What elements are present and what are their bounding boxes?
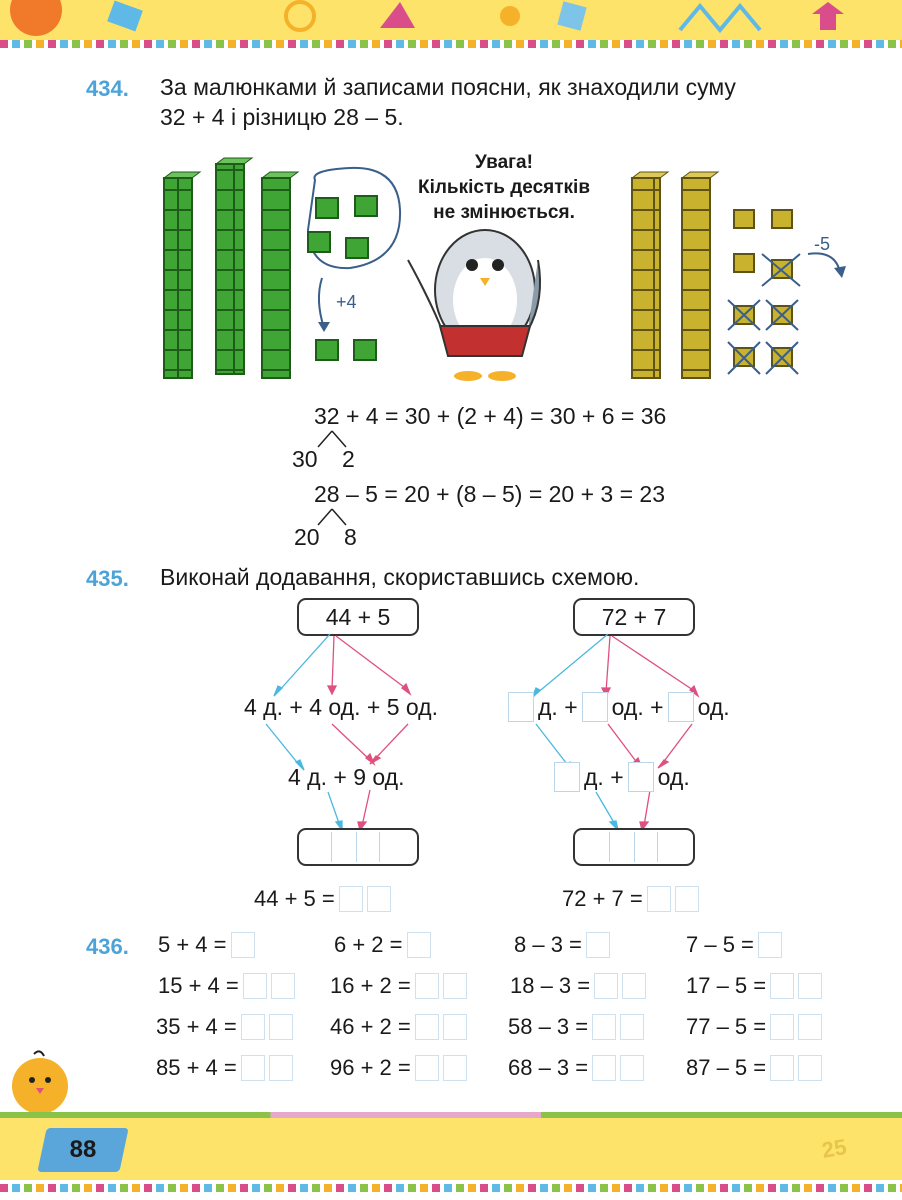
tens-input-box[interactable] <box>508 692 534 722</box>
ex436-expression: 6 + 2 = <box>334 932 403 957</box>
ex436-expression: 68 – 3 = <box>508 1055 589 1080</box>
answer-cell[interactable] <box>647 886 671 912</box>
tens-input-box-lower[interactable] <box>554 762 580 792</box>
ex436-expression: 15 + 4 = <box>158 973 239 998</box>
ex436-item <box>330 1014 467 1040</box>
right-final-equation <box>562 886 699 912</box>
answer-cell[interactable] <box>443 1055 467 1081</box>
ex436-item <box>508 1055 644 1081</box>
split-2: 2 <box>342 446 355 472</box>
ex436-item <box>514 932 610 958</box>
answer-cell[interactable] <box>622 973 646 999</box>
split-20: 20 <box>294 524 320 550</box>
split-30: 30 <box>292 446 318 472</box>
ex436-expression: 87 – 5 = <box>686 1055 767 1080</box>
footer-line <box>0 1112 902 1118</box>
ex436-item <box>686 932 782 958</box>
ex436-expression: 96 + 2 = <box>330 1055 411 1080</box>
answer-cell[interactable] <box>415 973 439 999</box>
penguin-speech <box>404 150 604 225</box>
green-one-cubes <box>308 196 377 360</box>
scheme-arrows <box>230 630 750 830</box>
ex436-expression: 8 – 3 = <box>514 932 582 957</box>
ex436-item <box>330 1055 467 1081</box>
answer-cell[interactable] <box>269 1055 293 1081</box>
exercise-434-text-line2: 32 + 4 і різницю 28 – 5. <box>160 104 404 130</box>
exercise-number-435: 435. <box>86 566 129 591</box>
ex436-expression: 16 + 2 = <box>330 973 411 998</box>
ex436-expression: 7 – 5 = <box>686 932 754 957</box>
page-number-badge <box>37 1128 128 1172</box>
ones-label-1: од. + <box>611 693 664 720</box>
equation-sum: 32 + 4 = 30 + (2 + 4) = 30 + 6 = 36 <box>314 403 667 429</box>
chick-mascot-icon <box>4 1046 74 1116</box>
green-ten-rods <box>164 158 298 378</box>
answer-cell[interactable] <box>241 1055 265 1081</box>
answer-cell[interactable] <box>269 1014 293 1040</box>
ex436-expression: 77 – 5 = <box>686 1014 767 1039</box>
right-scheme-middle <box>508 692 730 722</box>
ex436-item <box>158 973 295 999</box>
speech-line-3: не змінюється. <box>433 202 575 223</box>
answer-cell[interactable] <box>415 1014 439 1040</box>
answer-cell[interactable] <box>675 886 699 912</box>
right-scheme-top: 72 + 7 <box>573 598 695 636</box>
answer-cell[interactable] <box>586 932 610 958</box>
ones-label-lower: од. <box>657 763 690 790</box>
ex436-item <box>156 1014 293 1040</box>
left-scheme-middle: 4 д. + 4 од. + 5 од. <box>244 694 438 720</box>
answer-cell[interactable] <box>367 886 391 912</box>
ex436-item <box>686 1055 822 1081</box>
answer-cell[interactable] <box>770 973 794 999</box>
answer-cell[interactable] <box>770 1014 794 1040</box>
ex436-item <box>510 973 646 999</box>
ones-input-box-2[interactable] <box>668 692 694 722</box>
answer-cell[interactable] <box>271 973 295 999</box>
footer-band <box>0 1118 902 1180</box>
yellow-ten-rods <box>632 172 718 378</box>
tens-label: д. + <box>538 693 578 720</box>
ex436-item <box>158 932 255 958</box>
plus-four-label: +4 <box>336 292 357 312</box>
exercise-434-text-line1: За малюнками й записами поясни, як знаходили суму <box>160 74 736 100</box>
ones-input-box-lower[interactable] <box>628 762 654 792</box>
fox-mascot-icon <box>10 0 62 36</box>
right-answer-box <box>573 828 695 866</box>
left-scheme-lower: 4 д. + 9 од. <box>288 764 405 790</box>
answer-cell[interactable] <box>594 973 618 999</box>
exercise-number-436: 436. <box>86 934 129 959</box>
yellow-one-cubes <box>734 210 792 366</box>
right-final-label: 72 + 7 = <box>562 886 643 911</box>
answer-cell[interactable] <box>243 973 267 999</box>
answer-cell[interactable] <box>620 1014 644 1040</box>
answer-cell[interactable] <box>770 1055 794 1081</box>
answer-cell[interactable] <box>443 973 467 999</box>
answer-cell[interactable] <box>758 932 782 958</box>
penguin-icon <box>408 230 540 381</box>
ones-input-box-1[interactable] <box>582 692 608 722</box>
ex436-item <box>334 932 431 958</box>
speech-line-2: Кількість десятків <box>417 177 591 198</box>
left-final-label: 44 + 5 = <box>254 886 335 911</box>
answer-cell[interactable] <box>798 973 822 999</box>
exercise-435-text: Виконай додавання, скориставшись схемою. <box>160 564 640 590</box>
left-answer-box <box>297 828 419 866</box>
ex436-item <box>508 1014 644 1040</box>
header-decoration <box>0 0 902 42</box>
corner-decoration-number: 25 <box>819 1134 849 1163</box>
answer-cell[interactable] <box>339 886 363 912</box>
page-number: 88 <box>69 1136 97 1163</box>
left-final-equation <box>254 886 391 912</box>
speech-line-1: Увага! <box>475 152 533 173</box>
answer-cell[interactable] <box>241 1014 265 1040</box>
tens-label-lower: д. + <box>584 763 624 790</box>
ex436-expression: 58 – 3 = <box>508 1014 589 1039</box>
left-scheme-top: 44 + 5 <box>297 598 419 636</box>
ex436-expression: 5 + 4 = <box>158 932 227 957</box>
ex436-expression: 85 + 4 = <box>156 1055 237 1080</box>
exercise-number-434: 434. <box>86 76 129 101</box>
answer-cell[interactable] <box>415 1055 439 1081</box>
ex436-item <box>156 1055 293 1081</box>
ex436-expression: 18 – 3 = <box>510 973 591 998</box>
equation-difference: 28 – 5 = 20 + (8 – 5) = 20 + 3 = 23 <box>314 481 666 507</box>
ex436-item <box>686 1014 822 1040</box>
ones-label-2: од. <box>697 693 730 720</box>
answer-cell[interactable] <box>592 1014 616 1040</box>
answer-cell[interactable] <box>443 1014 467 1040</box>
answer-cell[interactable] <box>231 932 255 958</box>
footer-stripe <box>0 1184 902 1192</box>
ex436-expression: 17 – 5 = <box>686 973 767 998</box>
minus-five-label: -5 <box>814 234 831 254</box>
right-scheme-lower <box>554 762 690 792</box>
answer-cell[interactable] <box>798 1014 822 1040</box>
answer-cell[interactable] <box>798 1055 822 1081</box>
answer-cell[interactable] <box>620 1055 644 1081</box>
ex436-expression: 46 + 2 = <box>330 1014 411 1039</box>
answer-cell[interactable] <box>407 932 431 958</box>
ex436-item <box>330 973 467 999</box>
ex436-expression: 35 + 4 = <box>156 1014 237 1039</box>
answer-cell[interactable] <box>592 1055 616 1081</box>
ex436-item <box>686 973 822 999</box>
split-8: 8 <box>344 524 357 550</box>
